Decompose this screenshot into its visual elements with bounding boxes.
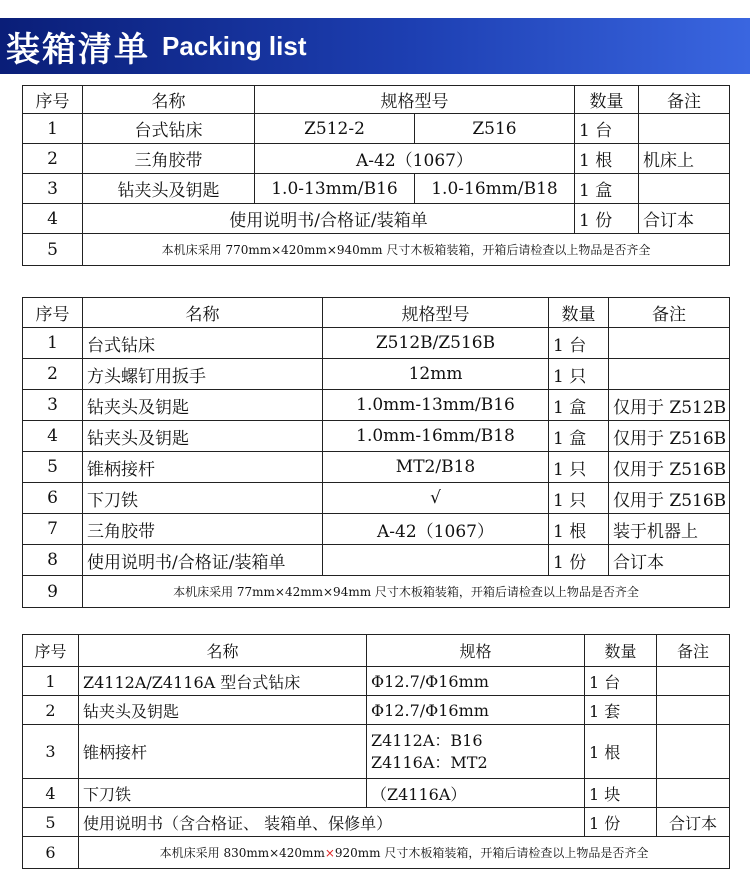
- row-name: 使用说明书（含合格证、 装箱单、保修单）: [79, 808, 585, 837]
- row-note: [639, 174, 730, 204]
- row-spec: （Z4116A）: [367, 779, 585, 808]
- footer-no: 6: [23, 837, 79, 869]
- row-qty: 1 份: [585, 808, 657, 837]
- row-note: [609, 328, 730, 359]
- row-qty: 1 只: [549, 452, 609, 483]
- row-spec: [323, 545, 549, 576]
- header-name: 名称: [79, 635, 367, 667]
- table-footer-row: [23, 837, 730, 869]
- row-no: 3: [23, 725, 79, 779]
- header-spec: 规格型号: [255, 86, 575, 114]
- row-name: 下刀铁: [79, 779, 367, 808]
- row-no: 3: [23, 390, 83, 421]
- row-no: 2: [23, 359, 83, 390]
- row-qty: 1 盒: [549, 421, 609, 452]
- row-name: 三角胶带: [83, 514, 323, 545]
- row-name: 使用说明书/合格证/装箱单: [83, 545, 323, 576]
- row-no: 1: [23, 328, 83, 359]
- row-spec-a: 1.0-13mm/B16: [255, 174, 415, 204]
- table-row: [23, 390, 730, 421]
- header-note: 备注: [657, 635, 730, 667]
- row-name: 锥柄接杆: [83, 452, 323, 483]
- row-spec-a: Z512-2: [255, 114, 415, 144]
- row-note: 仅用于 Z516B: [609, 421, 730, 452]
- header-name: 名称: [83, 86, 255, 114]
- row-spec: 1.0mm-13mm/B16: [323, 390, 549, 421]
- header-name: 名称: [83, 298, 323, 328]
- row-spec: MT2/B18: [323, 452, 549, 483]
- table-header-row: [23, 86, 730, 114]
- header-note: 备注: [609, 298, 730, 328]
- row-note: [657, 696, 730, 725]
- row-spec: Φ12.7/Φ16mm: [367, 696, 585, 725]
- table-row: [23, 514, 730, 545]
- table-header-row: [23, 298, 730, 328]
- row-spec: 12mm: [323, 359, 549, 390]
- row-qty: 1 份: [549, 545, 609, 576]
- row-qty: 1 块: [585, 779, 657, 808]
- table-footer-row: [23, 234, 730, 266]
- row-note: [609, 359, 730, 390]
- row-name: 三角胶带: [83, 144, 255, 174]
- footer-note-part-b: 920mm 尺寸木板箱装箱，开箱后请检查以上物品是否齐全: [334, 846, 649, 860]
- row-no: 2: [23, 144, 83, 174]
- table-row: [23, 667, 730, 696]
- row-spec-b: Z516: [415, 114, 575, 144]
- footer-note-times-mark: ×: [324, 846, 335, 860]
- row-note: [657, 779, 730, 808]
- row-no: 7: [23, 514, 83, 545]
- row-no: 2: [23, 696, 79, 725]
- table-row: [23, 421, 730, 452]
- row-spec: A-42（1067）: [255, 144, 575, 174]
- row-qty: 1 只: [549, 483, 609, 514]
- row-no: 4: [23, 421, 83, 452]
- table-header-row: [23, 635, 730, 667]
- row-note: 仅用于 Z512B: [609, 390, 730, 421]
- row-note: 机床上: [639, 144, 730, 174]
- row-spec: [367, 725, 585, 779]
- row-no: 1: [23, 114, 83, 144]
- table-row: [23, 174, 730, 204]
- header-no: 序号: [23, 298, 83, 328]
- table-row: [23, 144, 730, 174]
- row-no: 4: [23, 204, 83, 234]
- row-qty: 1 盒: [575, 174, 639, 204]
- row-qty: 1 套: [585, 696, 657, 725]
- row-no: 5: [23, 452, 83, 483]
- row-qty: 1 台: [549, 328, 609, 359]
- row-name: 方头螺钉用扳手: [83, 359, 323, 390]
- row-note: 仅用于 Z516B: [609, 452, 730, 483]
- row-name: 下刀铁: [83, 483, 323, 514]
- header-note: 备注: [639, 86, 730, 114]
- row-name: 台式钻床: [83, 328, 323, 359]
- packing-table-2: [22, 297, 730, 608]
- row-name: 锥柄接杆: [79, 725, 367, 779]
- row-qty: 1 根: [549, 514, 609, 545]
- row-name: 钻夹头及钥匙: [83, 390, 323, 421]
- row-spec: √: [323, 483, 549, 514]
- row-qty: 1 台: [585, 667, 657, 696]
- row-qty: 1 盒: [549, 390, 609, 421]
- footer-note: 本机床采用 77mm×42mm×94mm 尺寸木板箱装箱，开箱后请检查以上物品是否齐全: [83, 576, 730, 608]
- packing-table-3: [22, 634, 730, 869]
- header-qty: 数量: [549, 298, 609, 328]
- row-name: 台式钻床: [83, 114, 255, 144]
- table-row: [23, 114, 730, 144]
- row-qty: 1 份: [575, 204, 639, 234]
- footer-note: 本机床采用 770mm×420mm×940mm 尺寸木板箱装箱，开箱后请检查以上物品是否齐全: [83, 234, 730, 266]
- row-note: 合订本: [609, 545, 730, 576]
- row-no: 8: [23, 545, 83, 576]
- row-name: Z4112A/Z4116A 型台式钻床: [79, 667, 367, 696]
- row-spec: Φ12.7/Φ16mm: [367, 667, 585, 696]
- row-qty: 1 根: [585, 725, 657, 779]
- row-qty: 1 根: [575, 144, 639, 174]
- header-title-cn: 装箱清单: [6, 29, 150, 70]
- footer-no: 9: [23, 576, 83, 608]
- row-note: [657, 667, 730, 696]
- row-no: 5: [23, 808, 79, 837]
- header-no: 序号: [23, 86, 83, 114]
- table-row: [23, 696, 730, 725]
- row-spec: A-42（1067）: [323, 514, 549, 545]
- row-qty: 1 台: [575, 114, 639, 144]
- row-no: 6: [23, 483, 83, 514]
- table-row: [23, 328, 730, 359]
- row-note: [639, 114, 730, 144]
- header-spec: 规格: [367, 635, 585, 667]
- header-spec: 规格型号: [323, 298, 549, 328]
- footer-note: [79, 837, 730, 869]
- row-name: 钻夹头及钥匙: [83, 421, 323, 452]
- row-note: 合订本: [639, 204, 730, 234]
- row-spec-b: 1.0-16mm/B18: [415, 174, 575, 204]
- table-row: [23, 779, 730, 808]
- row-spec-line2: Z4116A：MT2: [371, 752, 488, 772]
- packing-table-1: [22, 85, 730, 266]
- table-row: [23, 452, 730, 483]
- footer-no: 5: [23, 234, 83, 266]
- table-row: [23, 545, 730, 576]
- header-title-en: Packing list: [162, 30, 307, 61]
- row-qty: 1 只: [549, 359, 609, 390]
- header-qty: 数量: [585, 635, 657, 667]
- table-row: [23, 483, 730, 514]
- footer-note-part-a: 本机床采用 830mm×420mm: [159, 846, 325, 860]
- row-spec: 1.0mm-16mm/B18: [323, 421, 549, 452]
- page-header-banner: [0, 18, 750, 74]
- row-spec: Z512B/Z516B: [323, 328, 549, 359]
- row-name: 使用说明书/合格证/装箱单: [83, 204, 575, 234]
- row-no: 4: [23, 779, 79, 808]
- row-note: 仅用于 Z516B: [609, 483, 730, 514]
- row-no: 1: [23, 667, 79, 696]
- table-row: [23, 359, 730, 390]
- row-note: 装于机器上: [609, 514, 730, 545]
- table-row: [23, 808, 730, 837]
- row-spec-line1: Z4112A：B16: [371, 730, 483, 750]
- row-note: 合订本: [657, 808, 730, 837]
- table-footer-row: [23, 576, 730, 608]
- header-no: 序号: [23, 635, 79, 667]
- header-qty: 数量: [575, 86, 639, 114]
- row-name: 钻夹头及钥匙: [79, 696, 367, 725]
- row-note: [657, 725, 730, 779]
- row-name: 钻夹头及钥匙: [83, 174, 255, 204]
- table-row: [23, 725, 730, 779]
- row-no: 3: [23, 174, 83, 204]
- table-row: [23, 204, 730, 234]
